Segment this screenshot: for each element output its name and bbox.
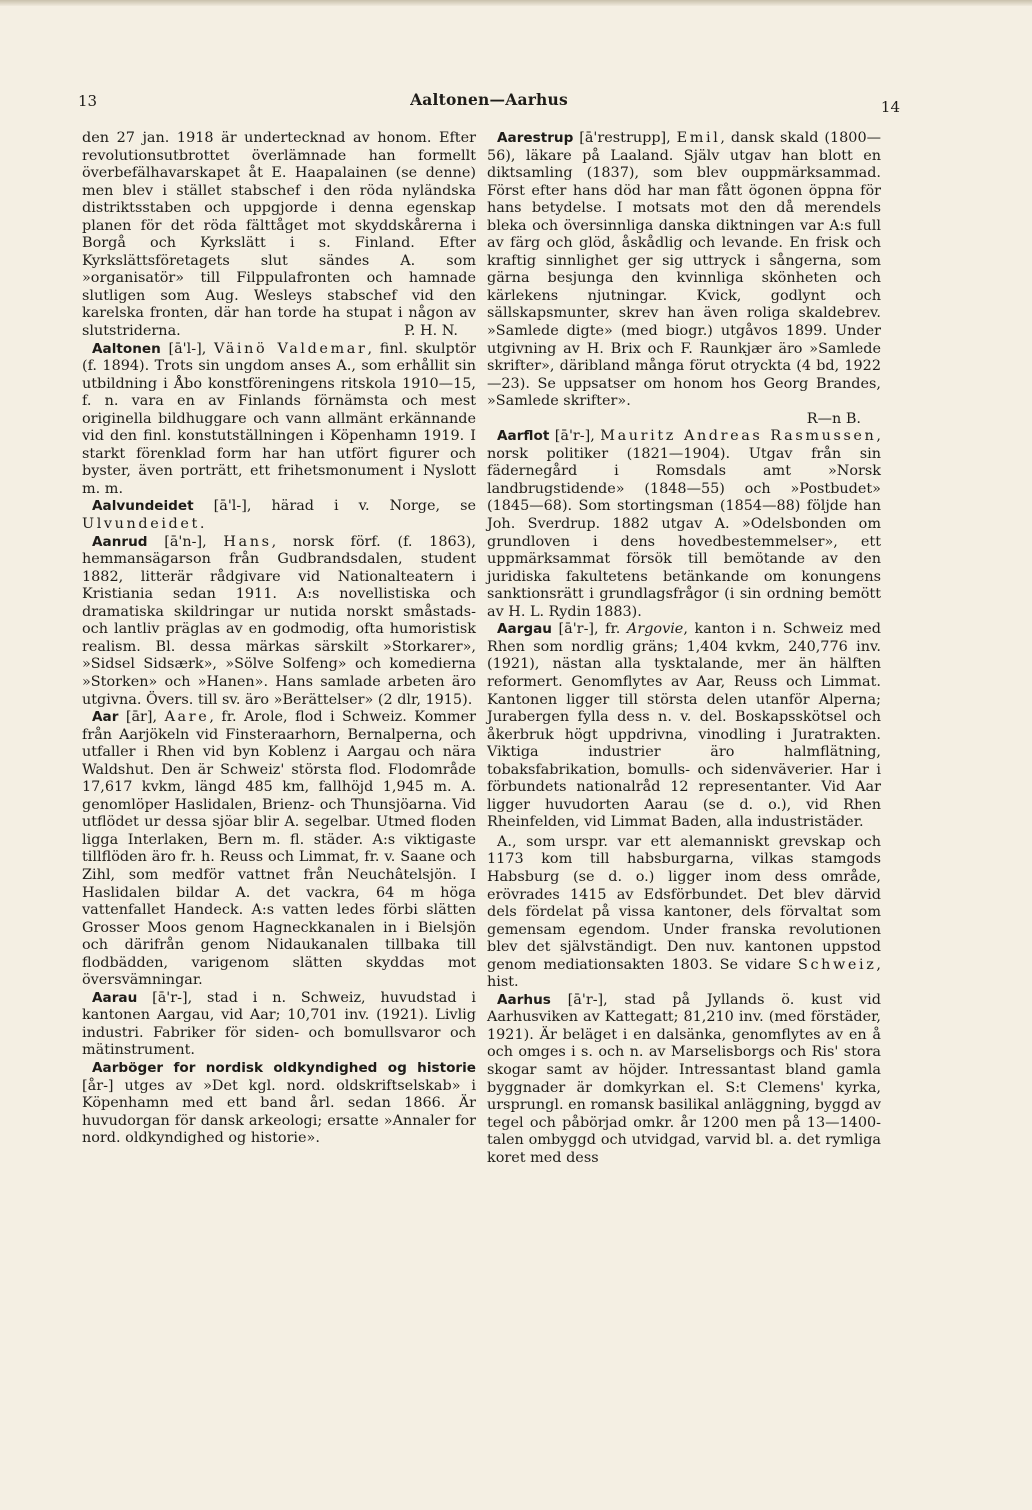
person-name: Hans <box>223 533 272 550</box>
french-name: Argovie <box>626 621 684 638</box>
entry-text: A., som urspr. var ett alemanniskt grevskap och 1173 kom till habsburgarna, vilkas stamgods Habsburg (se d. o.) ligger inom dess område, erövrades 1415 av Edsförbundet. Det blev därvid dels fördelat på vissa kantoner, dels förvaltat som gemensam egendom. Under franska revolutionen blev det självständigt. Den nuv. kantonen uppstod genom mediationsakten 1803. Se vidare <box>487 833 881 973</box>
headword: Aarau <box>92 989 138 1006</box>
entry-aar <box>82 709 476 990</box>
entry-text: , norsk förf. (f. 1863), hemmansägarson från Gudbrandsdalen, student 1882, litterär rådgivare vid Nationalteatern i Kristiania sedan 1911. A:s novellistiska och dramatiska skildringar ur nutida norskt småstads- och lantliv präglas av en godmodig, ofta humoristisk realism. Bl. dessa märkas särskilt »Storkarer», »Sidsel Sidsærk», »Sölve Solfeng» och komedierna »Storken» och »Hanen». Hans samlade arbeten äro utgivna. Övers. till sv. äro »Berättelser» (2 dlr, 1915). <box>82 533 476 708</box>
entry-aarau <box>82 990 476 1060</box>
page-top-edge <box>0 0 1032 6</box>
entry-continuation <box>82 130 476 341</box>
entry-aarhus <box>487 992 881 1167</box>
entry-text: , fr. Arole, flod i Schweiz. Kommer från Aarjökeln vid Finsteraarhorn, Bernalperna, och utfaller i Rhen vid byn Koblenz i Aargau och nära Waldshut. Den är Schweiz' största flod. Flodområde 17,617 kvkm, längd 485 km, fallhöjd 1,945 m. A. genomlöper Haslidalen, Brienz- och Thunsjöarna. Vid utflödet ur dessa sjöar blir A. segelbar. Utmed floden ligga Interlaken, Bern m. fl. städer. A:s viktigaste tillflöden äro fr. h. Reuss och Limmat, fr. v. Saane och Zihl, som medför vattnet från Neuchâtelsjön. I Haslidalen bildar A. det vackra, 64 m höga vattenfallet Handeck. A:s vatten ledes förbi slätten Grosser Moos genom Hagneckkanalen in i Bielsjön och därifrån genom Nidaukanalen tillbaka till flodbädden, varigenom slätten skyddas mot översvämningar. <box>82 709 476 989</box>
headword: Aarestrup <box>497 130 574 146</box>
headword: Aanrud <box>92 533 148 550</box>
right-column <box>487 130 881 1167</box>
entry-aaltonen <box>82 341 476 499</box>
entry-aarestrup <box>487 130 881 411</box>
pronunciation: [ā'restrupp], <box>573 130 677 146</box>
entry-aargau <box>487 621 881 832</box>
entry-text: , finl. skulptör (f. 1894). Trots sin ungdom anses A., som erhållit sin utbildning i Åbo konstföreningens ritskola 1910—15, f. n. vara en av Finlands förnämsta och mest originella bildhuggare och vann allmänt erkännande vid den finl. konstutställningen i Köpenhamn 1919. I starkt förenklad form har han utfört figurer och byster, även porträtt, ett frihetsmonument i Nyslott m. m. <box>82 340 477 497</box>
entry-text: , dansk skald (1800—56), läkare på Laaland. Själv utgav han blott en diktsamling (1837), som blev ouppmärksammad. Först efter hans död har man fått ögonen öppna för hans betydelse. I motsats mot den då merendels bleka och översinnliga danska diktningen var A:s full av färg och glöd, åskådlig och levande. En frisk och kraftig sinnlighet ger sig uttryck i sångerna, som gärna besjunga den kvinnliga skönheten och kärlekens njutningar. Kvick, godlynt och sällskapsmunter, skrev han även roliga skaldebrev. »Samlede digte» (med biogr.) utgåvos 1899. Under utgivning av H. Brix och F. Raunkjær äro »Samlede skrifter», däribland många förut otryckta (4 bd, 1922—23). Se uppsatser om honom hos Georg Brandes, »Samlede skrifter». <box>487 130 882 410</box>
headword: Aargau <box>497 621 552 638</box>
entry-text: [ā'r-], stad på Jyllands ö. kust vid Aarhusviken av Kattegatt; 81,210 inv. (med förstäder, 1921). Är beläget i en dalsänka, genomflytes av en å och omges i s. och n. av Marselisborgs och Ris' stora skogar samt av höjder. Intressantast bland gamla byggnader är domkyrkan el. S:t Clemens' kyrka, ursprungl. en romansk basilikal anläggning, byggd av tegel och påbörjad omkr. år 1200 men på 13—1400-talen ombyggd och utvidgad, varvid bl. a. det rymliga koret med dess <box>487 991 881 1166</box>
headword: Aarböger for nordisk oldkyndighed og historie <box>92 1059 476 1076</box>
pronunciation: [ār], <box>118 709 165 726</box>
author-signature: P. H. N. <box>404 323 458 340</box>
cross-reference: Ulvundeidet <box>82 516 200 533</box>
entry-aalvundeidet <box>82 498 476 533</box>
person-name: Väinö Valdemar <box>214 340 368 357</box>
person-name: Emil <box>676 130 721 146</box>
person-name: Mauritz Andreas Rasmussen <box>600 428 877 445</box>
entry-text: , kanton i n. Schweiz med Rhen som nordlig gräns; 1,404 kvkm, 240,776 inv. (1921), nästan alla tysktalande, mer än hälften reformert. Genomflytes av Aar, Reuss och Limmat. Kantonen ligger till största delen utanför Alperna; Jurabergen fylla dess n. v. del. Boskapsskötsel och åkerbruk högt uppdrivna, vinodling i Juratrakten. Viktiga industrier äro halmflätning, tobaksfabrikation, bomulls- och sidenväverier. Har i förbundets nationalråd 12 representanter. Vid Aar ligger huvudorten Aarau (se d. o.), vid Rhen Rheinfelden, vid Limmat Baden, alla industristäder. <box>487 621 881 831</box>
entry-text: [ā'l-], härad i v. Norge, se <box>193 498 476 515</box>
entry-aarflot <box>487 428 881 621</box>
headword: Aaltonen <box>92 340 161 357</box>
pronunciation: [ā'r-], <box>549 428 601 445</box>
entry-aanrud <box>82 534 476 709</box>
headword: Aarhus <box>497 991 551 1008</box>
entry-aarboger <box>82 1060 476 1148</box>
cross-reference: Schweiz <box>798 956 877 973</box>
page-number-left: 13 <box>78 92 98 110</box>
entry-text-end: , hist. <box>487 956 881 991</box>
entry-aargau-history <box>487 834 881 992</box>
headword: Aarflot <box>497 428 550 445</box>
pronunciation: [ā'n-], <box>147 533 224 550</box>
page-number-right: 14 <box>880 98 900 116</box>
pronunciation: [ā'l-], <box>160 340 215 357</box>
entry-text-end: . <box>199 516 205 533</box>
author-signature: R—n B. <box>806 410 861 427</box>
headword: Aalvundeidet <box>92 498 194 515</box>
pronunciation: [ā'r-], fr. <box>551 621 627 638</box>
running-header <box>78 90 900 116</box>
headword: Aar <box>92 709 119 726</box>
entry-text: , norsk politiker (1821—1904). Utgav från sin fädernegård i Romsdals amt »Norsk landbrugstidende» (1848—55) och »Postbudet» (1845—68). Som stortingsman (1854—88) följde han Joh. Sverdrup. 1882 utgav A. »Odelsbonden om grundloven i dens hovedbestemmelser», ett uppmärksammat försök till bemötande av den juridiska fakultetens betänkande om konungens sanktionsrätt i grundlagsfrågor (i sin ordning bemött av H. L. Rydin 1883). <box>487 428 881 620</box>
alt-name: Aare <box>164 709 210 726</box>
running-title: Aaltonen—Aarhus <box>410 90 568 109</box>
left-column <box>82 130 476 1148</box>
entry-text: [ā'r-], stad i n. Schweiz, huvudstad i kantonen Aargau, vid Aar; 10,701 inv. (1921). Livlig industri. Fabriker för siden- och bomullsvaror och mätinstrument. <box>82 989 476 1059</box>
entry-text: [år-] utges av »Det kgl. nord. oldskriftselskab» i Köpenhamn med ett band årl. sedan 1866. Är huvudorgan för dansk arkeologi; ersatte »Annaler for nord. oldkyndighed og historie». <box>82 1077 476 1147</box>
entry-text: den 27 jan. 1918 är undertecknad av honom. Efter revolutionsutbrottet överlämnade han formellt överbefälhavarskapet åt E. Haapalainen (se denne) men blev i stället stabschef i den röda nyländska distriktsstaben och uppgjorde i denna egenskap planen för det röda fälttåget mot skyddskårerna i Borgå och Kyrkslätt i s. Finland. Efter Kyrkslättsföretagets slut sändes A. som »organisatör» till Filppulafronten och hamnade slutligen som Aug. Wesleys stabschef vid den karelska fronten, där han torde ha stupat i någon av slutstriderna. <box>82 130 476 340</box>
